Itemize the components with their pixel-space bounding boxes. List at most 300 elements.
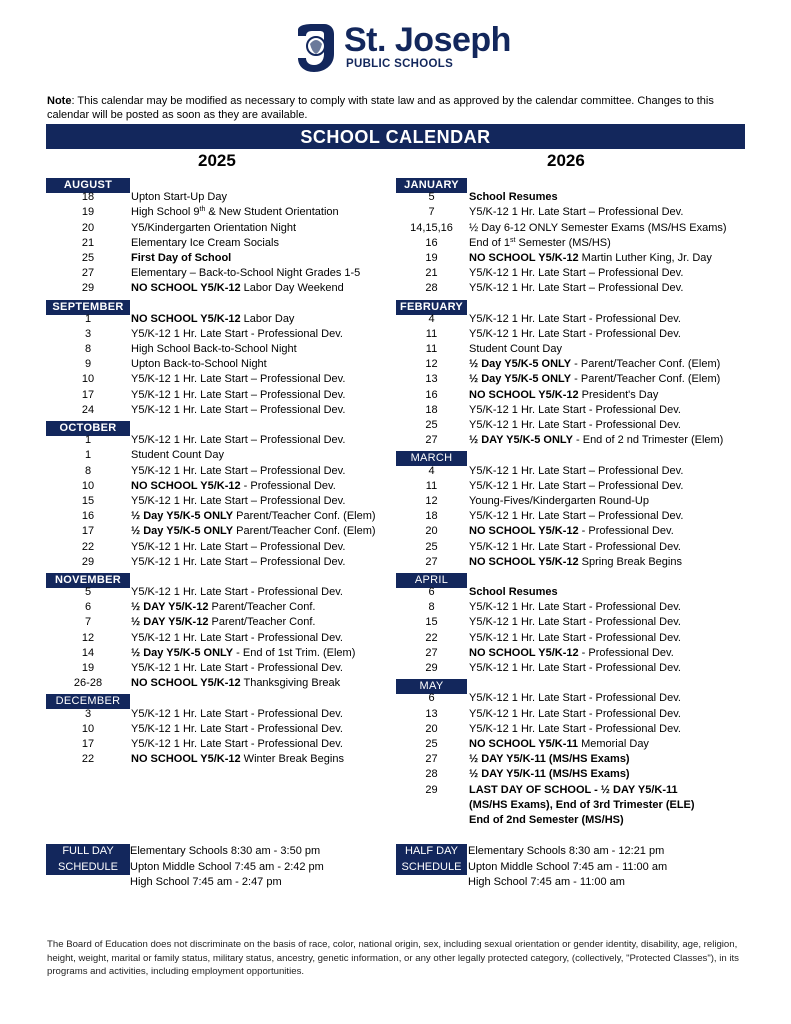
event-description: [130, 342, 297, 357]
calendar-event-row: [46, 509, 396, 524]
event-text-bold: ½ Day Y5/K-5 ONLY: [469, 358, 572, 371]
calendar-event-row: [396, 646, 748, 661]
event-date: 27: [425, 753, 438, 766]
event-description: [467, 767, 630, 782]
event-date: 25: [81, 251, 95, 264]
event-text: End of 1: [469, 236, 510, 249]
event-text: Elementary – Back-to-School Night Grades 1-5: [131, 267, 361, 280]
half-day-label-line-2: SCHEDULE: [401, 860, 462, 873]
event-text: Y5/K-12 1 Hr. Late Start – Professional Dev.: [131, 373, 346, 386]
event-text-bold: LAST DAY OF SCHOOL - ½ DAY Y5/K-11: [469, 783, 678, 796]
calendar-event-row: [396, 479, 748, 494]
event-date: 27: [425, 555, 438, 568]
event-date: 6: [428, 586, 435, 599]
calendar-event-row: [396, 418, 748, 433]
event-date: 13: [425, 373, 438, 386]
event-description: [467, 600, 681, 615]
event-description: [467, 752, 630, 767]
event-description: [467, 509, 683, 524]
event-text: Y5/K-12 1 Hr. Late Start – Professional Dev.: [131, 494, 346, 507]
event-date: 29: [425, 783, 438, 796]
event-date: 14,15,16: [410, 221, 453, 234]
calendar-event-row: [46, 631, 396, 646]
event-text: Thanksgiving Break: [240, 677, 341, 690]
event-text: Y5/K-12 1 Hr. Late Start - Professional Dev.: [131, 707, 343, 720]
event-description: [130, 752, 344, 767]
event-description: [467, 388, 658, 403]
event-text-bold: NO SCHOOL Y5/K-12: [469, 388, 579, 401]
event-description: [130, 615, 315, 630]
event-description: [467, 661, 681, 676]
calendar-event-row: [396, 707, 748, 722]
schedule-line: High School 7:45 am - 11:00 am: [468, 876, 625, 888]
calendar-event-row: [46, 737, 396, 752]
calendar-event-row: [46, 251, 396, 266]
event-description: [467, 479, 683, 494]
event-date: 7: [84, 616, 92, 629]
event-date: 29: [425, 662, 438, 674]
event-date: 8: [428, 601, 435, 614]
month-header-april: [396, 570, 748, 585]
event-text: Upton Back-to-School Night: [131, 358, 267, 371]
event-description: [130, 479, 336, 494]
calendar-event-row: [46, 600, 396, 615]
event-text: st: [509, 236, 516, 244]
calendar-event-row: [396, 433, 748, 448]
event-description: [130, 190, 227, 205]
event-date: 25: [425, 419, 438, 431]
year-2026-heading: 2026: [547, 151, 585, 170]
calendar-event-row: [396, 372, 748, 387]
event-text: Student Count Day: [131, 449, 224, 462]
half-day-schedule-times: [468, 844, 667, 891]
event-text: Winter Break Begins: [240, 753, 344, 766]
schedule-line: Elementary Schools 8:30 am - 12:21 pm: [468, 845, 665, 857]
event-description: [130, 707, 343, 722]
calendar-event-row: [46, 448, 396, 463]
event-description: [467, 631, 681, 646]
saint-joseph-shield-icon: [294, 24, 344, 72]
event-text-bold: ½ DAY Y5/K-11 (MS/HS Exams): [469, 768, 630, 781]
event-text-bold: NO SCHOOL Y5/K-12: [131, 479, 241, 492]
calendar-event-row: [396, 798, 748, 813]
event-description: [467, 221, 727, 236]
event-text-bold: First Day of School: [131, 251, 232, 264]
calendar-event-row: [396, 555, 748, 570]
event-text: & New Student Orientation: [205, 206, 339, 219]
event-text: Y5/K-12 1 Hr. Late Start – Professional Dev.: [469, 464, 684, 477]
calendar-event-row: [46, 236, 396, 251]
event-date: 15: [81, 494, 95, 507]
event-date: 3: [84, 327, 92, 340]
event-description: [130, 646, 355, 661]
event-date: 29: [81, 555, 95, 568]
event-text: Y5/K-12 1 Hr. Late Start - Professional Dev.: [469, 662, 681, 674]
event-date: 10: [81, 373, 95, 386]
event-text: - Professional Dev.: [240, 479, 336, 492]
event-text: Y5/K-12 1 Hr. Late Start - Professional Dev.: [469, 327, 681, 340]
event-description: [130, 722, 343, 737]
half-day-schedule-label: [396, 844, 467, 875]
event-description: [130, 448, 224, 463]
month-header-december: [46, 691, 396, 706]
month-label: OCTOBER: [46, 421, 130, 436]
event-description: [467, 783, 678, 798]
calendar-event-row: [46, 585, 396, 600]
event-text-bold: School Resumes: [469, 586, 558, 599]
event-text: Parent/Teacher Conf. (Elem): [233, 525, 376, 538]
event-text: Y5/K-12 1 Hr. Late Start - Professional Dev.: [131, 631, 343, 644]
event-description: [130, 221, 296, 236]
event-date: 19: [81, 206, 95, 219]
calendar-event-row: [396, 661, 748, 676]
event-description: [467, 524, 674, 539]
month-label: FEBRUARY: [396, 300, 467, 315]
event-date: 5: [84, 586, 92, 599]
event-description: [130, 464, 345, 479]
event-date: 25: [425, 737, 438, 750]
event-text: Parent/Teacher Conf.: [208, 616, 316, 629]
event-description: [467, 205, 683, 220]
event-description: [467, 691, 681, 706]
event-text-bold: NO SCHOOL Y5/K-12: [131, 677, 241, 690]
event-date: 20: [81, 221, 95, 234]
month-label: JANUARY: [396, 178, 467, 193]
event-description: [130, 236, 279, 251]
event-text-bold: NO SCHOOL Y5/K-11: [469, 737, 579, 750]
event-description: [467, 798, 695, 813]
note-label: Note: [47, 95, 72, 107]
event-text: Y5/K-12 1 Hr. Late Start – Professional Dev.: [469, 510, 684, 523]
calendar-event-row: [46, 266, 396, 281]
calendar-event-row: [46, 722, 396, 737]
event-date: 9: [84, 358, 92, 371]
month-label: SEPTEMBER: [46, 300, 130, 315]
event-text-bold: (MS/HS Exams), End of 3rd Trimester (ELE): [469, 798, 695, 811]
calendar-event-row: [46, 403, 396, 418]
calendar-event-row: [46, 707, 396, 722]
event-date: 12: [425, 358, 438, 371]
calendar-event-row: [396, 585, 748, 600]
year-2025-heading: 2025: [198, 151, 236, 170]
event-date: 17: [81, 737, 95, 750]
event-text: Y5/K-12 1 Hr. Late Start – Professional Dev.: [469, 479, 684, 492]
calendar-column-2026: [396, 175, 748, 828]
event-text: Upton Start-Up Day: [131, 191, 227, 204]
calendar-event-row: [46, 676, 396, 691]
event-description: [467, 464, 683, 479]
event-description: [467, 327, 681, 342]
event-text: - Parent/Teacher Conf. (Elem): [571, 358, 721, 371]
event-text-bold: NO SCHOOL Y5/K-12: [469, 555, 579, 568]
event-text: Student Count Day: [469, 343, 562, 356]
event-text: - Professional Dev.: [578, 525, 674, 538]
event-text: Y5/K-12 1 Hr. Late Start - Professional Dev.: [469, 616, 681, 629]
calendar-event-row: [396, 631, 748, 646]
event-date: 1: [84, 434, 92, 447]
event-date: 22: [81, 540, 95, 553]
month-label: APRIL: [396, 573, 467, 588]
event-date: 4: [428, 464, 435, 477]
event-date: 21: [425, 267, 438, 280]
full-day-label-line-1: FULL DAY: [62, 845, 114, 857]
event-text: Young-Fives/Kindergarten Round-Up: [469, 494, 649, 507]
full-day-schedule-times: [130, 844, 324, 891]
event-date: 22: [425, 631, 438, 644]
event-text: Parent/Teacher Conf. (Elem): [233, 510, 376, 523]
event-description: [130, 555, 345, 570]
event-date: 7: [428, 206, 435, 219]
event-text-bold: NO SCHOOL Y5/K-12: [131, 282, 241, 295]
event-description: [467, 357, 720, 372]
calendar-event-row: [396, 221, 748, 236]
calendar-event-row: [396, 205, 748, 220]
event-date: 28: [425, 768, 438, 781]
event-description: [467, 615, 681, 630]
calendar-banner: SCHOOL CALENDAR: [46, 124, 745, 149]
event-description: [467, 646, 674, 661]
event-description: [467, 707, 681, 722]
event-text-bold: School Resumes: [469, 191, 558, 204]
calendar-event-row: [46, 479, 396, 494]
event-date: 17: [81, 525, 95, 538]
event-text: Labor Day Weekend: [240, 282, 344, 295]
event-text: Y5/K-12 1 Hr. Late Start - Professional Dev.: [131, 662, 343, 674]
event-date: 12: [425, 494, 438, 507]
full-day-label-line-2: SCHEDULE: [58, 860, 118, 873]
event-text: Y5/K-12 1 Hr. Late Start – Professional Dev.: [131, 555, 346, 568]
event-text: Y5/K-12 1 Hr. Late Start - Professional Dev.: [469, 601, 681, 614]
calendar-event-row: [46, 752, 396, 767]
event-date: 12: [81, 631, 95, 644]
calendar-event-row: [46, 555, 396, 570]
event-text: Y5/K-12 1 Hr. Late Start – Professional Dev.: [131, 403, 346, 416]
event-text: Y5/K-12 1 Hr. Late Start – Professional Dev.: [131, 388, 346, 401]
month-label: MARCH: [396, 451, 467, 466]
month-label: NOVEMBER: [46, 573, 130, 588]
calendar-event-row: [46, 661, 396, 676]
event-date: 22: [81, 753, 95, 766]
nondiscrimination-statement: The Board of Education does not discriminate on the basis of race, color, national origin, sex, including sexual orientation or gender identity, disability, age, religion, height, weight, marital or family status, military status, ancestry, genetic information, or any other legally protected category, (collectively, "Protected Classes"), in its programs and activities, including employment opportunities.: [47, 939, 739, 977]
event-description: [467, 433, 723, 448]
logo-subtitle: PUBLIC SCHOOLS: [346, 58, 454, 70]
event-text-bold: ½ DAY Y5/K-5 ONLY: [469, 434, 573, 447]
event-date: 3: [84, 707, 92, 720]
event-description: [467, 585, 558, 600]
calendar-event-row: [396, 783, 748, 798]
event-text: Y5/K-12 1 Hr. Late Start – Professional Dev.: [469, 267, 684, 280]
calendar-column-2025: [46, 175, 396, 767]
event-description: [130, 524, 376, 539]
event-text-bold: ½ DAY Y5/K-12: [131, 601, 209, 614]
event-date: [396, 813, 467, 828]
calendar-event-row: [46, 281, 396, 296]
calendar-event-row: [46, 221, 396, 236]
calendar-event-row: [396, 813, 748, 828]
event-description: [467, 266, 683, 281]
calendar-event-row: [396, 524, 748, 539]
event-date: 8: [84, 343, 92, 356]
logo: [294, 20, 511, 76]
event-description: [467, 281, 683, 296]
schedule-line: Upton Middle School 7:45 am - 2:42 pm: [130, 860, 324, 873]
event-text: Y5/K-12 1 Hr. Late Start – Professional Dev.: [131, 464, 346, 477]
event-date: 24: [81, 403, 95, 416]
calendar-event-row: [46, 327, 396, 342]
event-date: 8: [84, 464, 92, 477]
calendar-event-row: [46, 524, 396, 539]
event-date: 18: [425, 510, 438, 523]
calendar-event-row: [46, 540, 396, 555]
event-description: [467, 722, 681, 737]
event-description: [130, 357, 267, 372]
event-date: 11: [425, 479, 438, 492]
event-date: [396, 798, 467, 813]
event-description: [130, 631, 343, 646]
event-date: 26-28: [73, 677, 103, 690]
event-date: 20: [425, 525, 438, 538]
event-date: 18: [425, 403, 438, 416]
calendar-event-row: [46, 388, 396, 403]
event-text: Y5/K-12 1 Hr. Late Start - Professional Dev.: [131, 722, 343, 735]
calendar-event-row: [396, 509, 748, 524]
event-text-bold: ½ DAY Y5/K-11 (MS/HS Exams): [469, 753, 630, 766]
event-text: Labor Day: [240, 312, 295, 325]
event-date: 21: [81, 236, 95, 249]
schedule-line: Upton Middle School 7:45 am - 11:00 am: [468, 860, 668, 873]
event-description: [130, 540, 345, 555]
event-text-bold: NO SCHOOL Y5/K-12: [131, 312, 241, 325]
event-text-bold: NO SCHOOL Y5/K-12: [469, 525, 579, 538]
calendar-event-row: [396, 691, 748, 706]
event-date: 17: [81, 388, 95, 401]
event-date: 4: [428, 312, 435, 325]
event-text-bold: NO SCHOOL Y5/K-12: [469, 251, 579, 264]
event-text-bold: ½ Day Y5/K-5 ONLY: [469, 373, 572, 386]
event-date: 13: [425, 707, 438, 720]
calendar-event-row: [396, 190, 748, 205]
calendar-event-row: [46, 312, 396, 327]
event-text: Y5/K-12 1 Hr. Late Start – Professional Dev.: [131, 540, 346, 553]
event-text: Spring Break Begins: [578, 555, 682, 568]
calendar-event-row: [396, 266, 748, 281]
event-description: [130, 585, 343, 600]
event-date: 6: [84, 601, 92, 614]
event-date: 14: [81, 646, 95, 659]
event-text: Parent/Teacher Conf.: [208, 601, 316, 614]
event-description: [130, 494, 345, 509]
month-header-february: [396, 297, 748, 312]
event-text: Y5/K-12 1 Hr. Late Start – Professional Dev.: [131, 434, 346, 447]
calendar-event-row: [46, 494, 396, 509]
calendar-event-row: [396, 388, 748, 403]
event-description: [130, 433, 345, 448]
event-description: [130, 403, 345, 418]
event-description: [467, 737, 649, 752]
event-text-bold: ½ DAY Y5/K-12: [131, 616, 209, 629]
calendar-event-row: [396, 615, 748, 630]
event-text: Memorial Day: [578, 737, 649, 750]
event-date: 19: [425, 251, 438, 264]
event-date: 10: [81, 722, 95, 735]
event-text: - Professional Dev.: [578, 646, 674, 659]
schedule-line: High School 7:45 am - 2:47 pm: [130, 876, 282, 888]
month-header-may: [396, 676, 748, 691]
event-text: High School 9: [131, 206, 200, 219]
calendar-event-row: [46, 357, 396, 372]
calendar-event-row: [396, 357, 748, 372]
calendar-event-row: [396, 464, 748, 479]
event-description: [467, 251, 712, 266]
calendar-event-row: [46, 205, 396, 220]
event-description: [130, 737, 343, 752]
event-description: [467, 540, 681, 555]
event-date: 25: [425, 540, 438, 553]
calendar-event-row: [46, 342, 396, 357]
event-text: Y5/K-12 1 Hr. Late Start – Professional Dev.: [469, 282, 684, 295]
event-text: Y5/K-12 1 Hr. Late Start - Professional Dev.: [469, 722, 681, 735]
calendar-event-row: [396, 342, 748, 357]
event-text-bold: End of 2nd Semester (MS/HS): [469, 813, 624, 826]
event-text: Y5/K-12 1 Hr. Late Start - Professional Dev.: [469, 631, 681, 644]
event-date: 27: [425, 646, 438, 659]
event-text: Y5/K-12 1 Hr. Late Start - Professional Dev.: [469, 419, 681, 431]
event-description: [467, 372, 720, 387]
calendar-event-row: [396, 767, 748, 782]
event-date: 1: [84, 449, 92, 462]
note-text: : This calendar may be modified as necessary to comply with state law and as approved by the calendar committee. Changes to this calendar will be posted as soon as they are available.: [47, 95, 714, 121]
event-text: Y5/K-12 1 Hr. Late Start - Professional Dev.: [469, 692, 681, 705]
calendar-event-row: [396, 327, 748, 342]
event-text: Y5/K-12 1 Hr. Late Start - Professional Dev.: [131, 586, 343, 599]
event-text: President's Day: [578, 388, 659, 401]
event-text: Y5/K-12 1 Hr. Late Start - Professional Dev.: [469, 540, 681, 553]
event-description: [130, 372, 345, 387]
calendar-event-row: [46, 646, 396, 661]
calendar-event-row: [396, 752, 748, 767]
event-description: [467, 236, 611, 251]
full-day-schedule-label: [46, 844, 130, 875]
event-date: 27: [425, 434, 438, 447]
event-text: Y5/K-12 1 Hr. Late Start - Professional Dev.: [131, 327, 343, 340]
calendar-note: [47, 94, 747, 122]
calendar-event-row: [46, 190, 396, 205]
event-text: th: [199, 206, 206, 214]
event-date: 16: [425, 236, 438, 249]
event-text-bold: ½ Day Y5/K-5 ONLY: [131, 510, 234, 523]
event-date: 28: [425, 282, 438, 295]
calendar-event-row: [396, 251, 748, 266]
schedule-line: Elementary Schools 8:30 am - 3:50 pm: [130, 845, 321, 857]
calendar-event-row: [396, 312, 748, 327]
event-text: - End of 2 nd Trimester (Elem): [572, 434, 724, 447]
event-description: [130, 205, 339, 220]
event-date: 11: [425, 343, 438, 356]
event-text-bold: ½ Day Y5/K-5 ONLY: [131, 646, 234, 659]
event-text: Y5/K-12 1 Hr. Late Start - Professional Dev.: [469, 707, 681, 720]
calendar-event-row: [46, 464, 396, 479]
calendar-event-row: [396, 737, 748, 752]
event-text: Y5/K-12 1 Hr. Late Start – Professional Dev.: [469, 206, 684, 219]
event-description: [467, 555, 682, 570]
month-label: AUGUST: [46, 178, 130, 193]
half-day-label-line-1: HALF DAY: [405, 845, 458, 857]
event-text-bold: NO SCHOOL Y5/K-12: [469, 646, 579, 659]
event-description: [130, 327, 343, 342]
calendar-event-row: [46, 433, 396, 448]
event-text: High School Back-to-School Night: [131, 343, 297, 356]
event-text: Semester (MS/HS): [515, 236, 611, 249]
